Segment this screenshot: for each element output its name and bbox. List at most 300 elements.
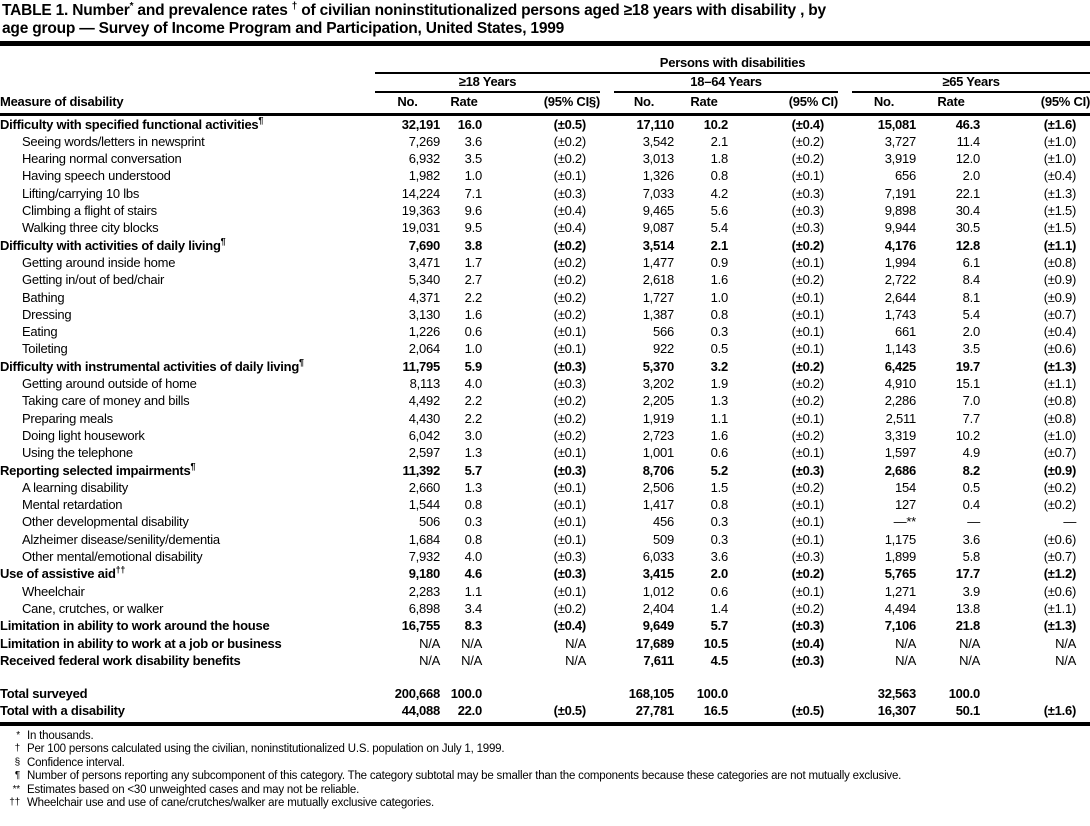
footnote-marker: ¶	[190, 461, 196, 472]
num-cell: 9,087	[642, 220, 674, 236]
table-row	[0, 685, 1090, 702]
rate-cell: 2.2	[464, 289, 482, 305]
ci-cell: (±1.1)	[1043, 237, 1077, 253]
measure-label: Lifting/carrying 10 lbs	[22, 185, 140, 201]
rate-cell: 0.6	[464, 324, 482, 340]
footnote	[0, 797, 1088, 811]
measure-label: Limitation in ability to work around the house	[0, 618, 270, 634]
num-cell: 4,430	[408, 410, 440, 426]
num-cell: 4,492	[408, 393, 440, 409]
num-cell: 7,269	[408, 133, 440, 149]
ci-cell: (±0.5)	[734, 702, 838, 723]
rate-cell: 5.8	[962, 549, 980, 565]
ci-cell: (±0.3)	[791, 220, 824, 236]
column-gap	[838, 496, 852, 513]
column-gap	[600, 375, 614, 392]
table-row	[0, 565, 1090, 582]
rate-cell: 100.0	[696, 686, 728, 702]
rate-cell: 1.6	[464, 306, 482, 322]
num-cell: 2,723	[642, 427, 674, 443]
title-text: age group — Survey of Income Program and Participation, United States, 1999	[2, 20, 565, 37]
num-cell: 4,910	[884, 376, 916, 392]
measure-label: Doing light housework	[22, 427, 145, 443]
column-gap	[838, 513, 852, 530]
rate-cell: N/A	[959, 652, 980, 668]
num-cell: 922	[653, 341, 674, 357]
column-gap	[600, 114, 614, 133]
rate-cell: 9.5	[464, 220, 482, 236]
ci-cell: (±0.1)	[791, 583, 824, 599]
rate-cell: 0.4	[962, 497, 980, 513]
rate-cell: 22.0	[440, 702, 488, 723]
ci-cell	[734, 685, 838, 702]
column-gap	[600, 219, 614, 236]
column-gap	[600, 548, 614, 565]
rate-cell: 21.8	[955, 618, 980, 634]
ci-cell: (±0.6)	[1043, 341, 1077, 357]
column-gap	[838, 617, 852, 634]
rate-cell: 0.5	[710, 341, 728, 357]
rate-cell: 7.0	[962, 393, 980, 409]
ci-cell	[488, 685, 600, 702]
ci-cell: (±0.2)	[553, 272, 586, 288]
footnote	[0, 784, 1088, 798]
ci-cell: (±0.2)	[553, 289, 586, 305]
ci-cell: (±0.3)	[553, 358, 586, 374]
table-row	[0, 635, 1090, 652]
rate-cell: 0.8	[710, 306, 728, 322]
measure-label: Total surveyed	[0, 686, 88, 702]
column-header-rate-1: Rate	[440, 92, 488, 114]
table-row	[0, 548, 1090, 565]
column-gap	[838, 600, 852, 617]
ci-cell: (±0.1)	[553, 479, 586, 495]
column-gap	[600, 444, 614, 461]
rate-cell: 19.7	[955, 358, 980, 374]
ci-cell: (±0.4)	[791, 635, 824, 651]
spacer-row	[0, 669, 1090, 685]
column-gap	[600, 271, 614, 288]
column-gap	[838, 358, 852, 375]
num-cell: 2,286	[884, 393, 916, 409]
rate-cell: 0.3	[710, 514, 728, 530]
num-cell: 9,465	[642, 203, 674, 219]
table-row	[0, 600, 1090, 617]
column-gap	[838, 271, 852, 288]
column-gap	[838, 254, 852, 271]
num-cell: 1,175	[884, 531, 916, 547]
num-cell: 6,425	[884, 358, 916, 374]
ci-cell: (±0.2)	[791, 427, 824, 443]
ci-cell: (±0.2)	[791, 600, 824, 616]
table-row	[0, 150, 1090, 167]
column-header-no-1: No.	[375, 92, 440, 114]
column-gap	[838, 565, 852, 582]
table-row	[0, 289, 1090, 306]
num-cell: 2,064	[408, 341, 440, 357]
column-gap	[838, 133, 852, 150]
rate-cell: 7.1	[464, 185, 482, 201]
column-gap	[838, 289, 852, 306]
num-cell: 4,176	[884, 237, 916, 253]
table-row	[0, 392, 1090, 409]
column-gap	[600, 254, 614, 271]
measure-label: A learning disability	[22, 479, 129, 495]
ci-cell: (±1.6)	[986, 702, 1090, 723]
rate-cell: 15.1	[955, 376, 980, 392]
ci-cell: (±1.3)	[1043, 185, 1077, 201]
ci-cell: (±0.6)	[1043, 583, 1077, 599]
column-gap	[838, 392, 852, 409]
ci-cell: (±0.1)	[553, 583, 586, 599]
ci-cell: (±0.5)	[488, 702, 600, 723]
measure-label: Toileting	[22, 341, 68, 357]
num-cell: 7,611	[643, 652, 674, 668]
table-row	[0, 617, 1090, 634]
column-gap	[838, 185, 852, 202]
ci-cell: N/A	[565, 652, 586, 668]
ci-cell: (±0.1)	[791, 341, 824, 357]
rate-cell: 12.8	[955, 237, 980, 253]
ci-cell: (±0.2)	[553, 151, 586, 167]
measure-label: Total with a disability	[0, 702, 375, 723]
column-gap	[838, 702, 852, 723]
rate-cell: 5.7	[710, 618, 728, 634]
rate-cell: 8.2	[962, 462, 980, 478]
ci-cell: (±0.8)	[1043, 393, 1077, 409]
footnote	[0, 743, 1088, 757]
column-header-row	[0, 92, 1090, 114]
ci-cell: (±0.2)	[791, 133, 824, 149]
rate-cell: 1.3	[464, 479, 482, 495]
measure-label: Climbing a flight of stairs	[22, 203, 157, 219]
ci-cell: (±0.2)	[791, 393, 824, 409]
ci-cell: (±1.2)	[1043, 566, 1077, 582]
measure-label: Difficulty with instrumental activities of daily living¶	[0, 357, 304, 374]
column-gap	[838, 150, 852, 167]
footnote-marker: *	[16, 729, 20, 741]
rate-cell: 8.1	[962, 289, 980, 305]
rate-cell: 2.2	[464, 410, 482, 426]
num-cell: 3,727	[884, 133, 916, 149]
num-cell: 11,795	[402, 358, 440, 374]
footnote-marker-dagger: †	[291, 0, 298, 12]
ci-cell: (±0.1)	[553, 514, 586, 530]
rate-cell: 10.5	[703, 635, 728, 651]
ci-cell: (±0.7)	[1043, 549, 1077, 565]
num-cell: 44,088	[375, 702, 440, 723]
rate-cell: 10.2	[703, 116, 728, 132]
num-cell: 1,001	[642, 445, 674, 461]
ci-cell: (±0.4)	[553, 220, 586, 236]
num-cell: 656	[895, 168, 916, 184]
num-cell: 200,668	[394, 686, 440, 702]
table-row	[0, 167, 1090, 184]
ci-cell: (±0.1)	[553, 168, 586, 184]
measure-label: Mental retardation	[22, 497, 123, 513]
measure-label: Wheelchair	[22, 583, 85, 599]
measure-label: Getting around inside home	[22, 254, 176, 270]
num-cell: 7,191	[884, 185, 916, 201]
spacer-cell	[0, 669, 1090, 685]
footnote-text: Confidence interval.	[27, 756, 125, 769]
footnote	[0, 770, 1088, 784]
column-gap	[600, 617, 614, 634]
num-cell: 2,686	[884, 462, 916, 478]
num-cell: 32,563	[877, 686, 916, 702]
title-text: and prevalence rates	[133, 2, 292, 19]
ci-cell: (±0.3)	[791, 549, 824, 565]
rate-cell: 3.6	[710, 549, 728, 565]
footnotes-section	[0, 726, 1090, 811]
rate-cell: 11.4	[956, 133, 980, 149]
ci-cell: (±0.3)	[791, 618, 824, 634]
num-cell: 16,755	[401, 618, 440, 634]
rate-cell: 2.1	[710, 237, 728, 253]
rate-cell: 1.5	[710, 479, 728, 495]
ci-cell: (±0.1)	[553, 497, 586, 513]
table-title	[0, 0, 1090, 46]
num-cell: 2,205	[642, 393, 674, 409]
ci-cell: (±0.3)	[791, 652, 824, 668]
column-gap	[838, 462, 852, 479]
ci-cell: (±1.6)	[1043, 116, 1077, 132]
num-cell: 1,271	[884, 583, 916, 599]
rate-cell: —	[967, 514, 980, 530]
ci-cell: (±0.1)	[791, 410, 824, 426]
ci-cell: (±0.3)	[553, 376, 586, 392]
column-header-no-2: No.	[614, 92, 674, 114]
rate-cell: 10.2	[955, 427, 980, 443]
ci-cell: (±1.5)	[1043, 203, 1077, 219]
ci-cell: (±1.0)	[1043, 151, 1077, 167]
column-gap	[838, 479, 852, 496]
num-cell: 154	[895, 479, 916, 495]
column-gap	[600, 565, 614, 582]
ci-cell: (±0.1)	[791, 514, 824, 530]
table-row	[0, 444, 1090, 461]
measure-label: Reporting selected impairments¶	[0, 461, 196, 478]
ci-cell: (±0.4)	[791, 116, 824, 132]
rate-cell: 0.8	[464, 497, 482, 513]
ci-cell: N/A	[565, 635, 586, 651]
rate-cell: 17.7	[955, 566, 980, 582]
num-cell: 5,340	[408, 272, 440, 288]
measure-label: Taking care of money and bills	[22, 393, 190, 409]
ci-cell: (±0.2)	[553, 133, 586, 149]
ci-cell: (±0.1)	[791, 324, 824, 340]
footnote	[0, 757, 1088, 771]
ci-cell: (±0.1)	[553, 531, 586, 547]
rate-cell: 8.3	[464, 618, 482, 634]
rate-cell: 50.1	[916, 702, 986, 723]
num-cell: 2,660	[408, 479, 440, 495]
rate-cell: 5.2	[710, 462, 728, 478]
rate-cell: 3.4	[464, 600, 482, 616]
ci-cell: (±0.9)	[1043, 289, 1077, 305]
num-cell: 2,283	[408, 583, 440, 599]
column-gap	[838, 323, 852, 340]
rate-cell: 4.5	[710, 652, 728, 668]
num-cell: 3,471	[408, 254, 440, 270]
column-gap	[838, 531, 852, 548]
ci-cell: (±1.1)	[1043, 376, 1077, 392]
num-cell: 32,191	[401, 116, 440, 132]
rate-cell: 0.3	[710, 324, 728, 340]
table-row	[0, 323, 1090, 340]
ci-cell: (±1.3)	[1043, 618, 1077, 634]
rate-cell: 2.1	[710, 133, 728, 149]
ci-cell	[986, 685, 1090, 702]
ci-cell: (±0.1)	[791, 306, 824, 322]
column-gap	[600, 652, 614, 669]
num-cell: 2,511	[885, 410, 916, 426]
measure-label: Difficulty with activities of daily living¶	[0, 236, 226, 253]
ci-cell: (±1.0)	[1043, 427, 1077, 443]
column-gap	[600, 410, 614, 427]
footnote-marker: †	[14, 743, 20, 755]
rate-cell: 16.5	[674, 702, 734, 723]
num-cell: N/A	[419, 652, 440, 668]
ci-cell: (±0.3)	[791, 203, 824, 219]
num-cell: 1,727	[642, 289, 674, 305]
column-gap	[600, 479, 614, 496]
num-cell: 19,363	[401, 203, 440, 219]
num-cell: 9,898	[884, 203, 916, 219]
column-header-ci-1: (95% CI§)	[488, 92, 600, 114]
measure-label: Received federal work disability benefits	[0, 652, 241, 668]
num-cell: 9,649	[642, 618, 674, 634]
rate-cell: 5.9	[464, 358, 482, 374]
table-row	[0, 114, 1090, 133]
column-gap	[838, 219, 852, 236]
ci-cell: (±0.9)	[1043, 272, 1077, 288]
num-cell: 7,932	[408, 549, 440, 565]
num-cell: 6,932	[408, 151, 440, 167]
column-gap	[838, 375, 852, 392]
column-gap	[838, 583, 852, 600]
footnote-marker: §	[14, 756, 20, 768]
column-gap	[600, 702, 614, 723]
measure-label: Dressing	[22, 306, 72, 322]
ci-cell: (±1.0)	[1043, 133, 1077, 149]
measure-label: Difficulty with specified functional activities¶	[0, 115, 264, 132]
ci-cell: (±0.3)	[553, 566, 586, 582]
rate-cell: 3.8	[464, 237, 482, 253]
table-row	[0, 410, 1090, 427]
num-cell: 1,544	[408, 497, 440, 513]
ci-cell: (±0.2)	[791, 376, 824, 392]
title-text: of civilian noninstitutionalized persons aged ≥18 years with disability , by	[297, 2, 826, 19]
column-gap	[838, 114, 852, 133]
num-cell: N/A	[419, 635, 440, 651]
rate-cell: 4.6	[464, 566, 482, 582]
rate-cell: 30.5	[955, 220, 980, 236]
ci-cell: (±0.3)	[553, 185, 586, 201]
num-cell: 4,494	[884, 600, 916, 616]
rate-cell: 1.0	[710, 289, 728, 305]
ci-cell: (±0.1)	[791, 254, 824, 270]
ci-cell: (±0.2)	[791, 566, 824, 582]
rate-cell: 3.0	[464, 427, 482, 443]
measure-label: Preparing meals	[22, 410, 113, 426]
rate-cell: 2.0	[710, 566, 728, 582]
table-row	[0, 185, 1090, 202]
ci-cell: (±0.2)	[1043, 497, 1077, 513]
title-text: TABLE 1. Number	[2, 2, 130, 19]
group-header-65plus: ≥65 Years	[852, 73, 1090, 92]
rate-cell: 1.3	[464, 445, 482, 461]
num-cell: 3,130	[408, 306, 440, 322]
footnote-marker: ††	[9, 797, 20, 809]
ci-cell: (±0.7)	[1043, 445, 1077, 461]
ci-cell: (±1.1)	[1043, 600, 1077, 616]
column-gap	[838, 306, 852, 323]
num-cell: 1,899	[884, 549, 916, 565]
ci-cell: (±0.4)	[553, 203, 586, 219]
column-gap	[838, 427, 852, 444]
num-cell: 9,180	[408, 566, 440, 582]
measure-label: Cane, crutches, or walker	[22, 600, 164, 616]
rate-cell: 46.3	[955, 116, 980, 132]
num-cell: 3,919	[884, 151, 916, 167]
num-cell: 7,690	[408, 237, 440, 253]
group-header-row	[0, 73, 1090, 92]
ci-cell: (±0.1)	[791, 168, 824, 184]
rate-cell: 0.8	[710, 497, 728, 513]
column-gap	[600, 340, 614, 357]
table-row	[0, 513, 1090, 530]
measure-label: Limitation in ability to work at a job or business	[0, 635, 282, 651]
measure-label: Alzheimer disease/senility/dementia	[22, 531, 220, 547]
rate-cell: 0.6	[710, 445, 728, 461]
num-cell: 3,202	[642, 376, 674, 392]
num-cell: 566	[653, 324, 674, 340]
ci-cell: (±0.5)	[553, 116, 586, 132]
num-cell: 2,618	[642, 272, 674, 288]
measure-label: Eating	[22, 324, 58, 340]
footnote-marker: ¶	[220, 236, 226, 247]
column-gap	[600, 289, 614, 306]
ci-cell: (±0.2)	[553, 237, 586, 253]
num-cell: 14,224	[401, 185, 440, 201]
column-gap	[838, 444, 852, 461]
table-row	[0, 133, 1090, 150]
column-gap	[600, 600, 614, 617]
rate-cell: 2.0	[962, 324, 980, 340]
num-cell: 3,415	[642, 566, 674, 582]
ci-cell: (±0.2)	[791, 358, 824, 374]
num-cell: 17,110	[636, 116, 674, 132]
ci-cell: (±0.2)	[791, 151, 824, 167]
table-row	[0, 583, 1090, 600]
column-gap	[600, 150, 614, 167]
footnote-text: Wheelchair use and use of cane/crutches/walker are mutually exclusive categories.	[27, 797, 434, 810]
num-cell: 1,387	[642, 306, 674, 322]
num-cell: 9,944	[884, 220, 916, 236]
ci-cell: (±0.8)	[1043, 254, 1077, 270]
num-cell: 1,684	[408, 531, 440, 547]
ci-cell: (±0.2)	[791, 479, 824, 495]
table-row	[0, 219, 1090, 236]
num-cell: 1,012	[642, 583, 674, 599]
num-cell: 1,417	[642, 497, 674, 513]
ci-cell: N/A	[1055, 635, 1077, 651]
rate-cell: 1.7	[464, 254, 482, 270]
measure-label: Having speech understood	[22, 168, 171, 184]
table-row	[0, 702, 1090, 723]
ci-cell: (±0.1)	[791, 531, 824, 547]
